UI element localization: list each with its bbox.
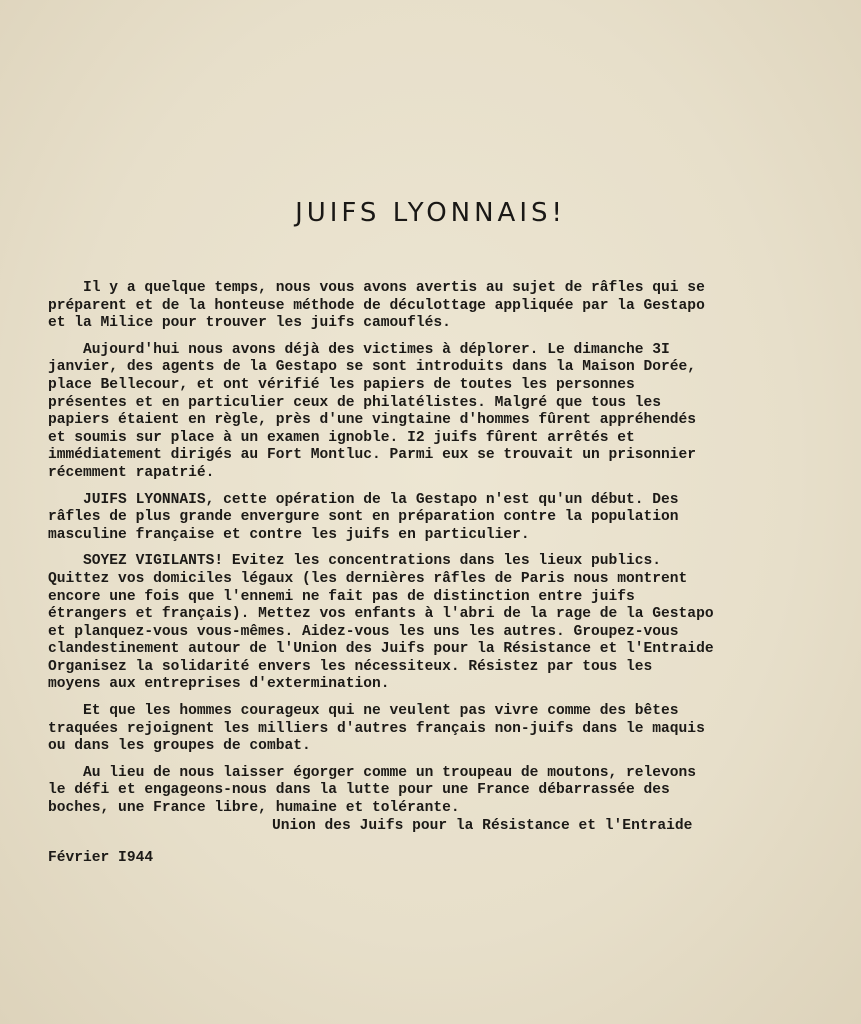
- text-line: place Bellecour, et ont vérifié les papiers de toutes les personnes: [48, 376, 635, 393]
- document-body: [48, 280, 818, 827]
- text-line: papiers étaient en règle, près d'une vingtaine d'hommes fûrent appréhendés: [48, 412, 697, 429]
- text-line: étrangers et français). Mettez vos enfants à l'abri de la rage de la Gestapo: [48, 606, 714, 623]
- text-line: traquées rejoignent les milliers d'autres français non-juifs dans le maquis: [48, 720, 705, 737]
- document-title: JUIFS LYONNAIS!: [295, 198, 566, 228]
- signature: Union des Juifs pour la Résistance et l'Entraide: [272, 818, 693, 834]
- paragraph-6: [48, 765, 818, 818]
- text-line: clandestinement autour de l'Union des Juifs pour la Résistance et l'Entraide: [48, 641, 714, 658]
- text-line: encore une fois que l'ennemi ne fait pas de distinction entre juifs: [48, 588, 635, 605]
- text-line: présentes et en particulier ceux de philatélistes. Malgré que tous les: [48, 394, 662, 411]
- text-line: JUIFS LYONNAIS, cette opération de la Gestapo n'est qu'un début. Des: [48, 491, 679, 508]
- paragraph-4: [48, 553, 818, 694]
- text-line: râfles de plus grande envergure sont en préparation contre la population: [48, 509, 679, 526]
- text-line: récemment rapatrié.: [48, 464, 215, 481]
- text-line: le défi et engageons-nous dans la lutte pour une France débarrassée des: [48, 782, 670, 799]
- text-line: et planquez-vous vous-mêmes. Aidez-vous les uns les autres. Groupez-vous: [48, 623, 679, 640]
- paragraph-2: [48, 342, 818, 483]
- document-date: Février I944: [48, 850, 154, 866]
- text-line: Et que les hommes courageux qui ne veulent pas vivre comme des bêtes: [48, 703, 679, 720]
- text-line: SOYEZ VIGILANTS! Evitez les concentrations dans les lieux publics.: [48, 553, 662, 570]
- text-line: moyens aux entreprises d'extermination.: [48, 676, 390, 693]
- text-line: ou dans les groupes de combat.: [48, 738, 311, 755]
- text-line: et la Milice pour trouver les juifs camouflés.: [48, 315, 451, 332]
- paragraph-1: [48, 280, 818, 333]
- paragraph-3: [48, 492, 818, 545]
- text-line: masculine française et contre les juifs en particulier.: [48, 526, 530, 543]
- text-line: janvier, des agents de la Gestapo se sont introduits dans la Maison Dorée,: [48, 359, 697, 376]
- text-line: Aujourd'hui nous avons déjà des victimes à déplorer. Le dimanche 3I: [48, 341, 670, 358]
- text-line: boches, une France libre, humaine et tolérante.: [48, 800, 460, 817]
- text-line: Organisez la solidarité envers les nécessiteux. Résistez par tous les: [48, 658, 653, 675]
- text-line: immédiatement dirigés au Fort Montluc. Parmi eux se trouvait un prisonnier: [48, 447, 697, 464]
- text-line: et soumis sur place à un examen ignoble. I2 juifs fûrent arrêtés et: [48, 429, 635, 446]
- text-line: Quittez vos domiciles légaux (les dernières râfles de Paris nous montrent: [48, 570, 688, 587]
- paragraph-5: [48, 703, 818, 756]
- text-line: préparent et de la honteuse méthode de déculottage appliquée par la Gestapo: [48, 297, 705, 314]
- text-line: Au lieu de nous laisser égorger comme un troupeau de moutons, relevons: [48, 764, 697, 781]
- text-line: Il y a quelque temps, nous vous avons avertis au sujet de râfles qui se: [48, 280, 705, 296]
